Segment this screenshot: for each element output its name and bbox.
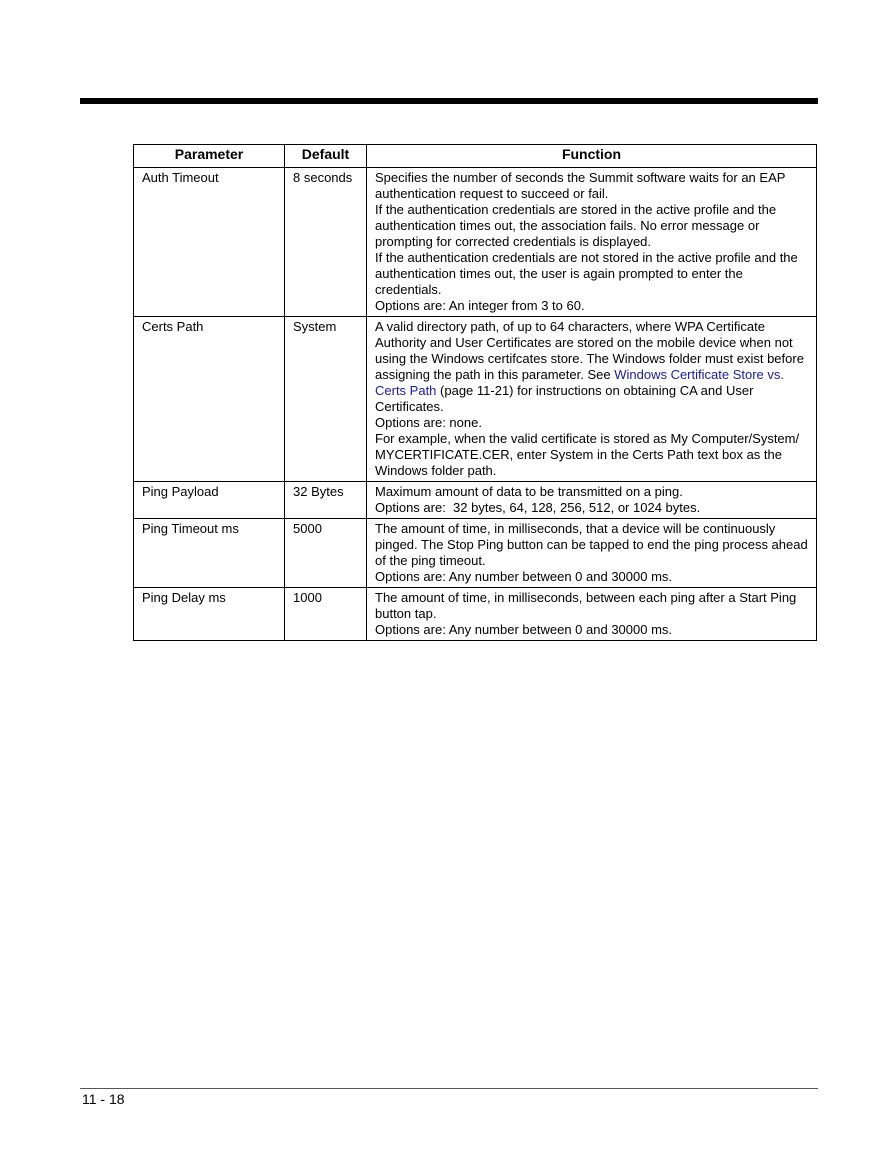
function-cell [367,519,817,588]
function-paragraph [375,319,808,415]
function-line: If the authentication credentials are stored in the active profile and the authentication times out, the association fails. No error message or prompting for corrected credentials is displayed. [375,202,777,249]
function-line: Maximum amount of data to be transmitted on a ping. [375,484,683,499]
default-cell: System [285,317,367,482]
function-text: A valid directory path, of up to 64 characters, where WPA Certificate Authority and User Certificates are stored on the mobile device when not using the Windows certifcates store. The Windows folder must exist before assigning the path in this parameter. See [375,319,804,382]
function-line: Specifies the number of seconds the Summit software waits for an EAP authentication request to succeed or fail. [375,170,786,201]
function-line: Options are: 32 bytes, 64, 128, 256, 512, or 1024 bytes. [375,500,701,515]
function-cell [367,482,817,519]
parameter-cell: Auth Timeout [134,168,285,317]
function-line: Options are: none. [375,415,482,430]
parameter-table [133,144,817,641]
function-cell [367,317,817,482]
default-cell: 32 Bytes [285,482,367,519]
page-number: 11 - 18 [82,1091,125,1107]
default-cell: 1000 [285,588,367,641]
function-line: Options are: Any number between 0 and 30000 ms. [375,569,673,584]
header-parameter: Parameter [134,145,285,168]
footer-rule [80,1088,818,1089]
function-line: The amount of time, in milliseconds, that a device will be continuously pinged. The Stop Ping button can be tapped to end the ping process ahead of the ping timeout. [375,521,808,568]
parameter-cell: Ping Payload [134,482,285,519]
parameter-cell: Certs Path [134,317,285,482]
function-line: Options are: An integer from 3 to 60. [375,298,585,313]
parameter-cell: Ping Timeout ms [134,519,285,588]
header-rule [80,98,818,104]
function-line: For example, when the valid certificate is stored as My Computer/System/ MYCERTIFICATE.CER, enter System in the Certs Path text box as the Windows folder path. [375,431,800,478]
function-line: If the authentication credentials are not stored in the active profile and the authentication times out, the user is again prompted to enter the credentials. [375,250,798,297]
table-row [134,588,817,641]
function-cell [367,588,817,641]
table-row [134,317,817,482]
default-cell: 5000 [285,519,367,588]
header-default: Default [285,145,367,168]
default-cell: 8 seconds [285,168,367,317]
header-function: Function [367,145,817,168]
function-cell [367,168,817,317]
function-line: The amount of time, in milliseconds, between each ping after a Start Ping button tap. [375,590,797,621]
table-row [134,482,817,519]
function-line: Options are: Any number between 0 and 30000 ms. [375,622,673,637]
table-header-row [134,145,817,168]
table-row [134,168,817,317]
table-row [134,519,817,588]
certs-path-link[interactable]: Windows Certificate Store vs. Certs Path [375,367,784,398]
parameter-cell: Ping Delay ms [134,588,285,641]
function-text: (page 11-21) for instructions on obtaining CA and User Certificates. [375,383,754,414]
